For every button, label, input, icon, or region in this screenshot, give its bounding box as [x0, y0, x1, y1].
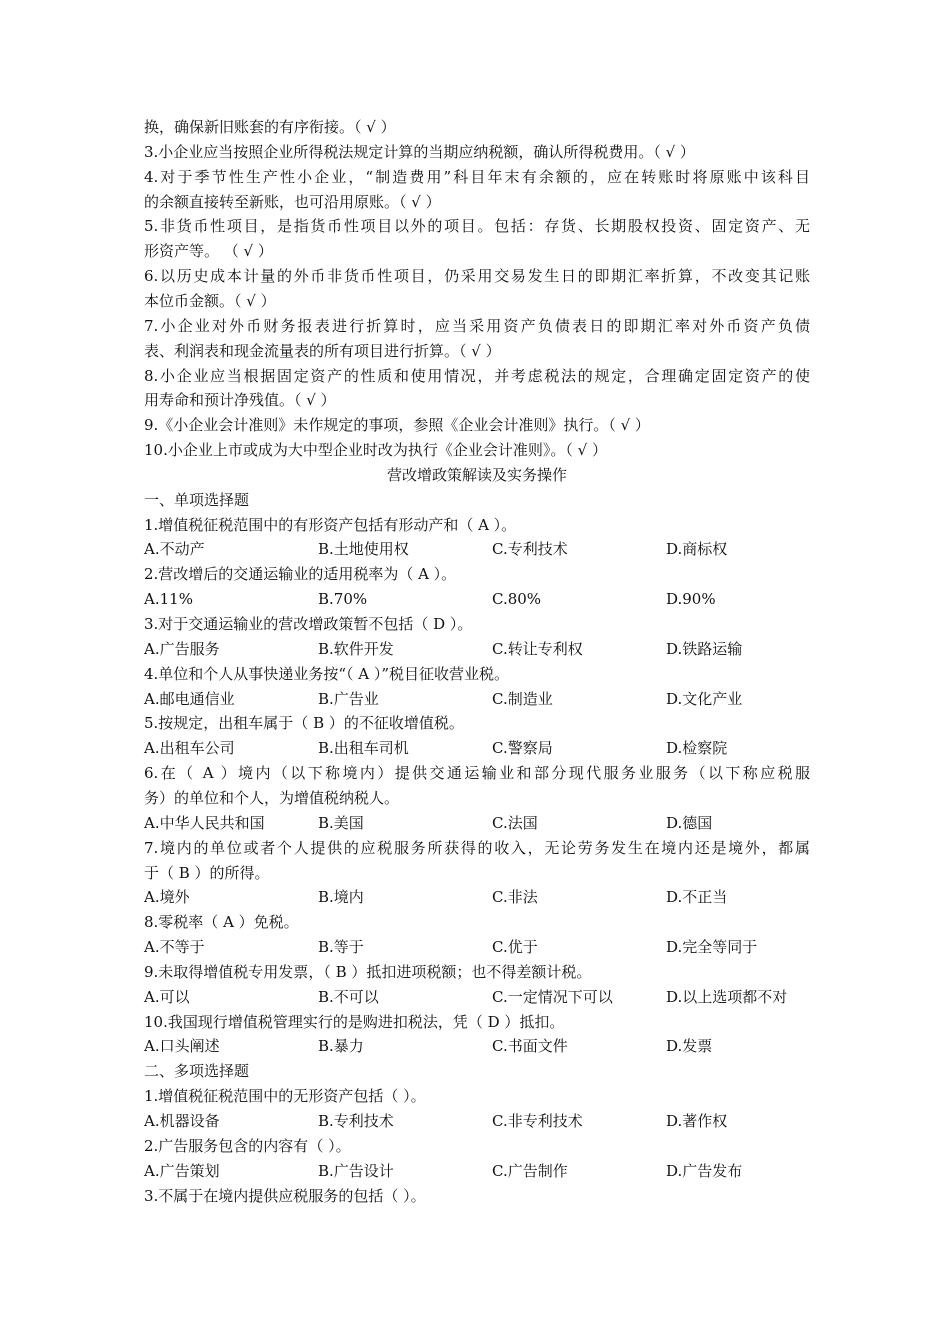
- answer-option: C.非法: [492, 888, 538, 907]
- answer-option: B.土地使用权: [318, 540, 409, 559]
- answer-option: B.不可以: [318, 987, 379, 1006]
- answer-option: B.暴力: [318, 1037, 364, 1056]
- answer-option: B.等于: [318, 938, 364, 957]
- question-line: 3.不属于在境内提供应税服务的包括（ ）。: [144, 1186, 426, 1205]
- question-line: 5.按规定，出租车属于（ B ）的不征收增值税。: [144, 714, 464, 733]
- judgment-line: 3.小企业应当按照企业所得税法规定计算的当期应纳税额，确认所得税费用。（ √ ）: [144, 142, 695, 161]
- answer-option: B.软件开发: [318, 639, 394, 658]
- answer-option: A.广告服务: [144, 639, 220, 658]
- answer-option: B.出租车司机: [318, 739, 409, 758]
- answer-option: D.完全等同于: [666, 938, 758, 957]
- answer-option: A.出租车公司: [144, 739, 235, 758]
- answer-option: D.90%: [666, 590, 716, 609]
- section-heading: 一、单项选择题: [144, 490, 250, 509]
- answer-option: D.商标权: [666, 540, 728, 559]
- answer-option: B.美国: [318, 813, 364, 832]
- answer-option: B.广告设计: [318, 1161, 394, 1180]
- answer-option: A.广告策划: [144, 1161, 220, 1180]
- answer-option: C.专利技术: [492, 540, 568, 559]
- section-heading: 二、多项选择题: [144, 1062, 250, 1081]
- answer-option: C.广告制作: [492, 1161, 568, 1180]
- judgment-line: 的余额直接转至新账，也可沿用原账。（ √ ）: [144, 192, 441, 211]
- answer-option: D.不正当: [666, 888, 728, 907]
- answer-option: D.以上选项都不对: [666, 987, 788, 1006]
- judgment-line: 5.非货币性项目，是指货币性项目以外的项目。包括：存货、长期股权投资、固定资产、无: [144, 217, 810, 236]
- answer-option: A.不动产: [144, 540, 205, 559]
- answer-option: A.口头阐述: [144, 1037, 220, 1056]
- section-title: 营改增政策解读及实务操作: [386, 465, 567, 484]
- judgment-line: 9.《小企业会计准则》未作规定的事项，参照《企业会计准则》执行。（ √ ）: [144, 416, 650, 435]
- answer-option: D.著作权: [666, 1112, 728, 1130]
- judgment-line: 表、利润表和现金流量表的所有项目进行折算。（ √ ）: [144, 341, 501, 360]
- answer-option: C.一定情况下可以: [492, 987, 613, 1006]
- question-line: 9.未取得增值税专用发票，（ B ）抵扣进项税额；也不得差额计税。: [144, 962, 592, 981]
- judgment-line: 7.小企业对外币财务报表进行折算时，应当采用资产负债表日的即期汇率对外币资产负债: [144, 316, 810, 335]
- answer-option: C.80%: [492, 590, 542, 609]
- answer-option: A.境外: [144, 888, 190, 907]
- judgment-line: 换，确保新旧账套的有序衔接。（ √ ）: [144, 118, 396, 136]
- question-line: 务）的单位和个人，为增值税纳税人。: [144, 788, 400, 807]
- answer-option: D.铁路运输: [666, 639, 743, 658]
- answer-option: C.优于: [492, 938, 538, 957]
- answer-option: D.广告发布: [666, 1161, 743, 1180]
- judgment-line: 6.以历史成本计量的外币非货币性项目，仍采用交易发生日的即期汇率折算，不改变其记账: [144, 267, 810, 286]
- question-line: 4.单位和个人从事快递业务按“（ A ）”税目征收营业税。: [144, 664, 510, 683]
- question-line: 3.对于交通运输业的营改增政策暂不包括（ D ）。: [144, 615, 473, 633]
- question-line: 7.境内的单位或者个人提供的应税服务所获得的收入，无论劳务发生在境内还是境外，都属: [144, 838, 810, 857]
- answer-option: D.发票: [666, 1037, 713, 1056]
- question-line: 8.零税率（ A ）免税。: [144, 913, 299, 932]
- judgment-line: 10.小企业上市或成为大中型企业时改为执行《企业会计准则》。（ √ ）: [144, 441, 607, 460]
- judgment-line: 本位币金额。（ √ ）: [144, 291, 276, 310]
- answer-option: B.专利技术: [318, 1112, 394, 1130]
- answer-option: C.书面文件: [492, 1037, 568, 1056]
- answer-option: A.11%: [144, 590, 193, 609]
- answer-option: A.邮电通信业: [144, 689, 235, 708]
- judgment-line: 用寿命和预计净残值。（ √ ）: [144, 391, 336, 410]
- judgment-line: 4.对于季节性生产性小企业，“制造费用”科目年末有余额的，应在转账时将原账中该科目: [144, 167, 810, 186]
- question-line: 1.增值税征税范围中的无形资产包括（ ）。: [144, 1087, 426, 1106]
- answer-option: C.法国: [492, 813, 538, 832]
- answer-option: D.检察院: [666, 739, 728, 758]
- answer-option: D.文化产业: [666, 689, 743, 708]
- question-line: 2.广告服务包含的内容有（ ）。: [144, 1136, 351, 1155]
- answer-option: A.机器设备: [144, 1112, 220, 1130]
- answer-option: C.警察局: [492, 739, 553, 758]
- answer-option: C.非专利技术: [492, 1112, 583, 1130]
- answer-option: A.中华人民共和国: [144, 813, 265, 832]
- answer-option: D.德国: [666, 813, 713, 832]
- answer-option: A.不等于: [144, 938, 205, 957]
- answer-option: B.广告业: [318, 689, 379, 708]
- judgment-line: 8.小企业应当根据固定资产的性质和使用情况，并考虑税法的规定，合理确定固定资产的使: [144, 366, 810, 385]
- judgment-line: 形资产等。 （ √ ）: [144, 242, 273, 261]
- answer-option: B.境内: [318, 888, 364, 907]
- question-line: 于（ B ）的所得。: [144, 863, 270, 882]
- answer-option: B.70%: [318, 590, 368, 609]
- question-line: 10.我国现行增值税管理实行的是购进扣税法，凭（ D ）抵扣。: [144, 1012, 565, 1031]
- answer-option: C.转让专利权: [492, 639, 583, 658]
- question-line: 1.增值税征税范围中的有形资产包括有形动产和（ A ）。: [144, 515, 517, 534]
- answer-option: C.制造业: [492, 689, 553, 708]
- question-line: 6.在（ A ）境内（以下称境内）提供交通运输业和部分现代服务业服务（以下称应税服: [144, 764, 810, 783]
- question-line: 2.营改增后的交通运输业的适用税率为（ A ）。: [144, 565, 457, 584]
- answer-option: A.可以: [144, 987, 190, 1006]
